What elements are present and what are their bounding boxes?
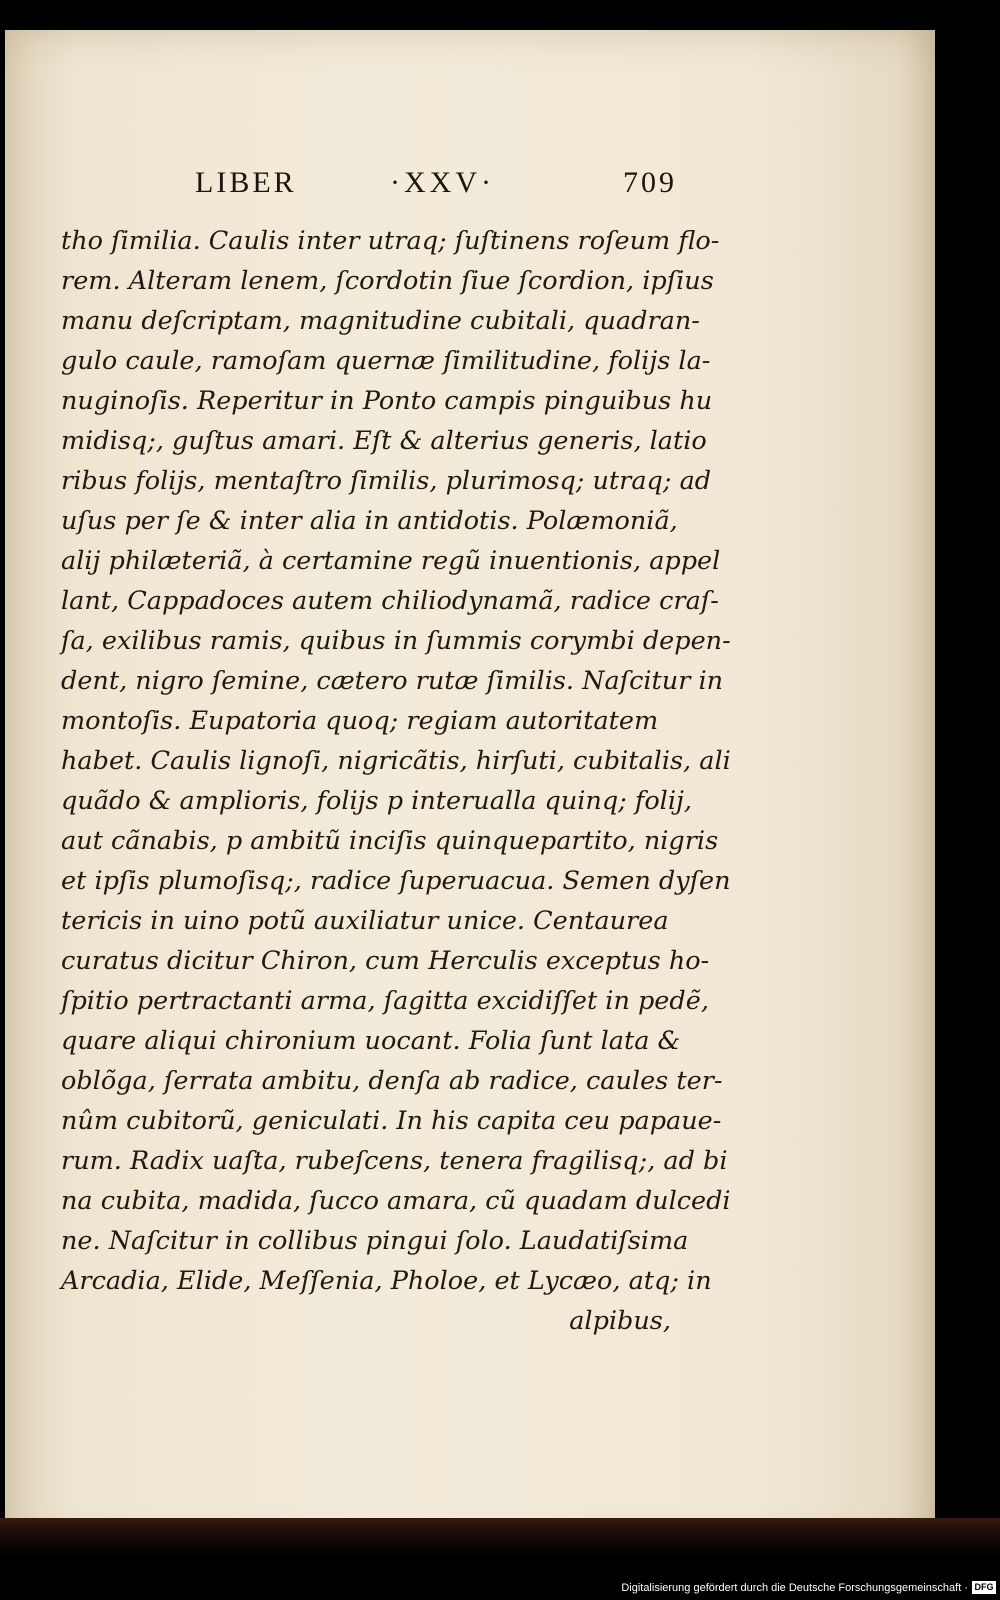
header-book-label: LIBER	[195, 166, 297, 199]
text-line: uſus per ſe & inter alia in antidotis. Polæmoniã,	[61, 506, 678, 536]
text-line: quãdo & amplioris, folijs p interualla quinq; folij,	[61, 786, 692, 816]
header-book-number: ·XXV·	[390, 166, 495, 199]
text-line: midisq;, guſtus amari. Eſt & alterius generis, latio	[61, 426, 707, 456]
text-line: lant, Cappadoces autem chiliodynamã, radice craſ-	[61, 586, 719, 616]
text-line: tho ſimilia. Caulis inter utraq; ſuſtinens roſeum flo-	[61, 226, 720, 256]
text-line: tericis in uino potũ auxiliatur unice. Centaurea	[61, 906, 669, 936]
text-line: ſa, exilibus ramis, quibus in ſummis corymbi depen-	[61, 626, 731, 656]
text-line: ne. Naſcitur in collibus pingui ſolo. Laudatiſsima	[61, 1226, 689, 1256]
text-line: Arcadia, Elide, Meſſenia, Pholoe, et Lycæo, atq; in	[61, 1266, 712, 1296]
text-line: dent, nigro ſemine, cætero rutæ ſimilis. Naſcitur in	[61, 666, 724, 696]
body-text	[61, 221, 731, 1341]
text-line: manu deſcriptam, magnitudine cubitali, quadran-	[61, 306, 700, 336]
page-bottom-edge	[0, 1518, 1000, 1558]
text-line: curatus dicitur Chiron, cum Herculis exceptus ho-	[61, 946, 710, 976]
text-line: nuginoſis. Reperitur in Ponto campis pinguibus hu	[61, 386, 713, 416]
text-line: rem. Alteram lenem, ſcordotin ſiue ſcordion, ipſius	[61, 266, 714, 296]
text-line: alij philæteriã, à certamine regũ inuentionis, appel	[61, 546, 721, 576]
running-header	[195, 166, 695, 206]
text-line: rum. Radix uaſta, rubeſcens, tenera fragilisq;, ad bi	[61, 1146, 728, 1176]
catchword: alpibus,	[569, 1306, 671, 1336]
text-line: et ipſis plumoſisq;, radice ſuperuacua. Semen dyſen	[61, 866, 731, 896]
text-line: nûm cubitorũ, geniculati. In his capita ceu papaue-	[61, 1106, 722, 1136]
text-line: ribus folijs, mentaſtro ſimilis, plurimosq; utraq; ad	[61, 466, 712, 496]
text-line: na cubita, madida, ſucco amara, cũ quadam dulcedi	[61, 1186, 731, 1216]
text-line: ſpitio pertractanti arma, ſagitta excidiſſet in pedẽ,	[61, 986, 709, 1016]
text-line: quare aliqui chironium uocant. Folia ſunt lata &	[61, 1026, 681, 1056]
text-line: oblõga, ſerrata ambitu, denſa ab radice, caules ter-	[61, 1066, 723, 1096]
digitization-footer	[0, 1576, 1000, 1600]
footer-credit: Digitalisierung gefördert durch die Deutsche Forschungsgemeinschaft ·	[621, 1582, 968, 1594]
book-page	[5, 30, 935, 1548]
dfg-logo: DFG	[972, 1581, 996, 1594]
page-number: 709	[623, 166, 677, 199]
text-line: aut cãnabis, p ambitũ inciſis quinquepartito, nigris	[61, 826, 719, 856]
text-line: habet. Caulis lignoſi, nigricãtis, hirſuti, cubitalis, ali	[61, 746, 731, 776]
text-line: montoſis. Eupatoria quoq; regiam autoritatem	[61, 706, 659, 736]
text-line: gulo caule, ramoſam quernæ ſimilitudine, folijs la-	[61, 346, 711, 376]
